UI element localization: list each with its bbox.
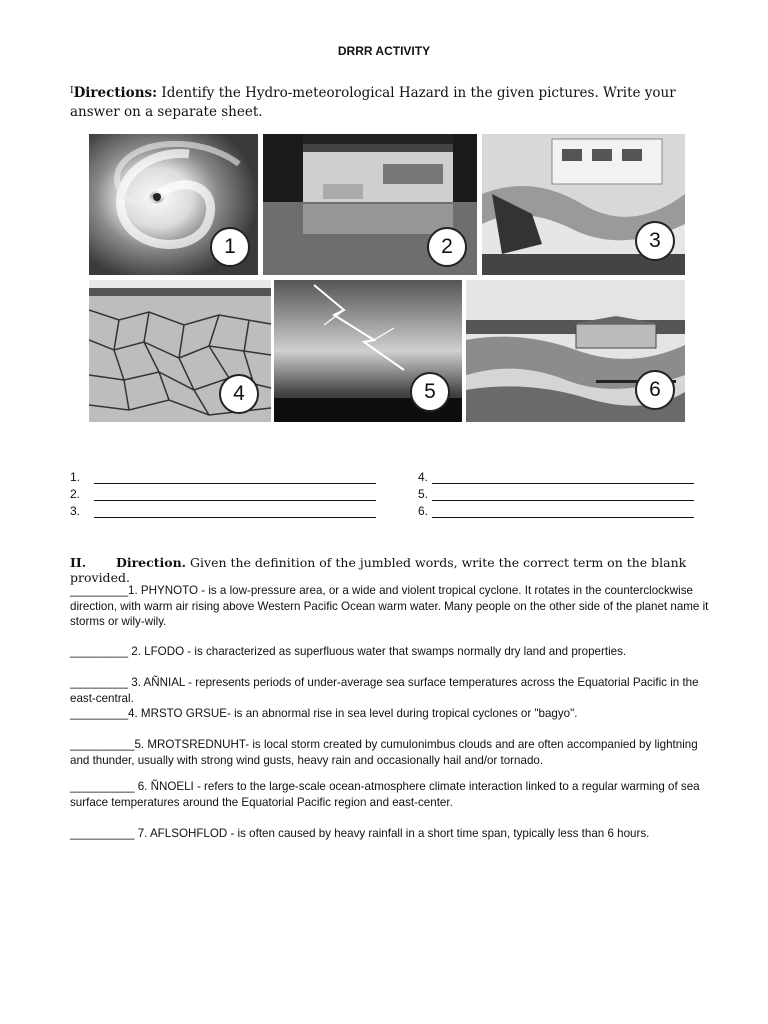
storm-surge-image	[482, 134, 685, 275]
jumbled-item-3: _________ 3. AÑNIAL - represents periods of under-average sea surface temperatures across the Equatorial Pacific in the east-central.	[70, 676, 699, 705]
section-mark: I	[70, 86, 74, 96]
jumbled-item-5: __________5. MROTSREDNUHT- is local storm created by cumulonimbus clouds and are often accompanied by lightning and thunder, usually with strong wind gusts, heavy rain and occasionally hail and/or tornado.	[70, 738, 698, 767]
section-numeral: II.	[70, 555, 87, 570]
picture-number-4: 4	[219, 374, 259, 414]
answer-blank-line[interactable]	[432, 488, 694, 501]
answer-blank-line[interactable]	[94, 471, 376, 484]
jumbled-item-1: _________1. PHYNOTO - is a low-pressure area, or a wide and violent tropical cyclone. It rotates in the counterclockwise direction, with warm air rising above Western Pacific Ocean warm water. Many people on the other side of the planet name it storms or wily-wily.	[70, 584, 709, 628]
picture-number-5: 5	[410, 372, 450, 412]
answer-row-3	[70, 502, 376, 518]
answer-row-1	[70, 468, 376, 484]
answer-number: 5.	[418, 487, 429, 501]
picture-number-1: 1	[210, 227, 250, 267]
flooded-underpass-image	[263, 134, 477, 275]
flood-waters-image	[466, 280, 685, 422]
part1-directions	[70, 84, 710, 122]
direction-text: Given the definition of the jumbled words, write the correct term on the blank provided.	[70, 555, 687, 585]
jumbled-item-4: _________4. MRSTO GRSUE- is an abnormal rise in sea level during tropical cyclones or "bagyo".	[70, 707, 578, 720]
answer-blank-line[interactable]	[94, 505, 376, 518]
answer-blank-line[interactable]	[94, 488, 376, 501]
answer-number: 1.	[70, 470, 81, 484]
jumbled-item-2: _________ 2. LFODO - is characterized as superfluous water that swamps normally dry land and properties.	[70, 645, 627, 658]
typhoon-satellite-image	[89, 134, 258, 275]
lightning-storm-image	[274, 280, 462, 422]
picture-number-6: 6	[635, 370, 675, 410]
cracked-drought-soil-image	[89, 280, 271, 422]
page-title: DRRR ACTIVITY	[337, 44, 431, 58]
direction-label: Direction.	[116, 555, 187, 570]
picture-number-2: 2	[427, 227, 467, 267]
answer-row-2	[70, 485, 376, 501]
answer-row-4	[418, 468, 694, 484]
answer-number: 2.	[70, 487, 81, 501]
answer-number: 6.	[418, 504, 429, 518]
picture-number-3: 3	[635, 221, 675, 261]
answer-number: 4.	[418, 470, 429, 484]
jumbled-item-7: __________ 7. AFLSOHFLOD - is often caused by heavy rainfall in a short time span, typically less than 6 hours.	[70, 827, 650, 840]
answer-number: 3.	[70, 504, 81, 518]
directions-text: Identify the Hydro-meteorological Hazard in the given pictures. Write your answer on a separate sheet.	[70, 85, 676, 120]
answer-row-6	[418, 502, 694, 518]
part2-directions	[70, 555, 710, 585]
directions-label: Directions:	[73, 85, 158, 101]
answer-row-5	[418, 485, 694, 501]
answer-blank-line[interactable]	[432, 471, 694, 484]
answer-blank-line[interactable]	[432, 505, 694, 518]
jumbled-item-6: __________ 6. ÑNOELI - refers to the large-scale ocean-atmosphere climate interaction linked to a regular warming of sea surface temperatures around the Equatorial Pacific region and east-center.	[70, 780, 700, 809]
